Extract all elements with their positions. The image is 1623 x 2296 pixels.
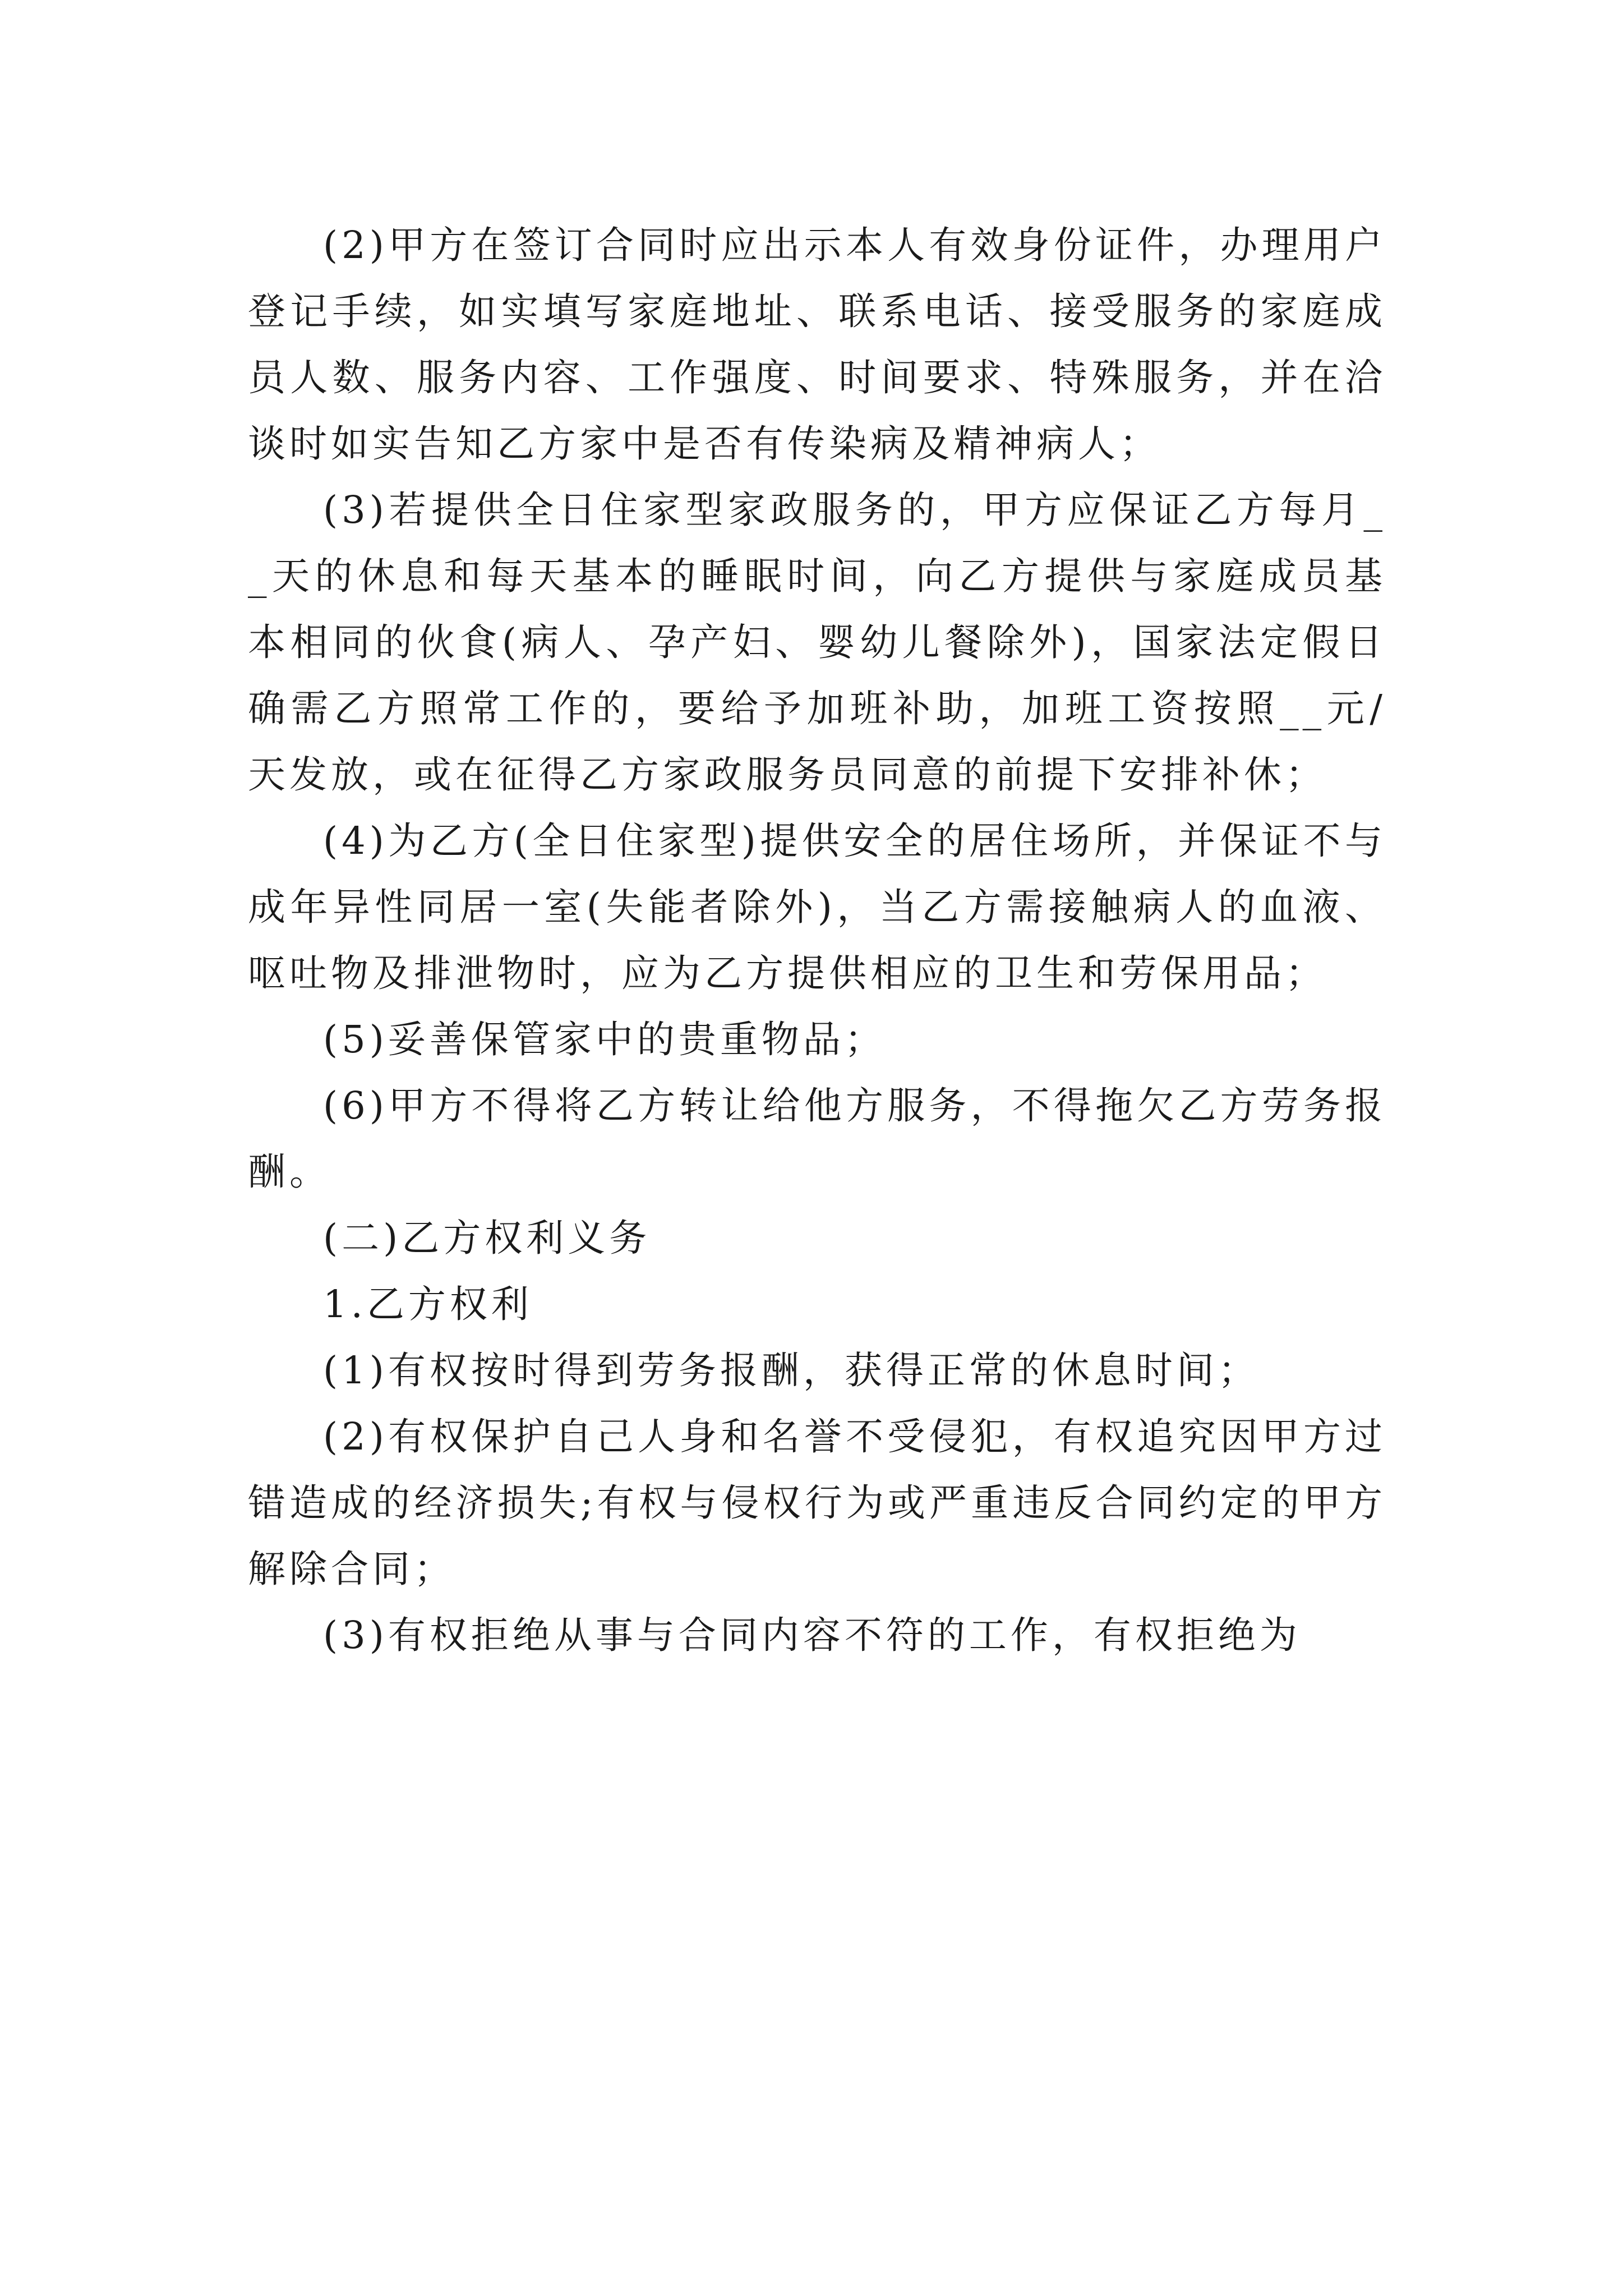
- paragraph-party-a-duty-6: (6)甲方不得将乙方转让给他方服务，不得拖欠乙方劳务报酬。: [248, 1084, 1386, 1194]
- subsection-heading-party-b-rights: 1.乙方权利: [323, 1282, 533, 1326]
- paragraph-party-b-right-2: (2)有权保护自己人身和名誉不受侵犯，有权追究因甲方过错造成的经济损失;有权与侵权行为或严重违反合同约定的甲方解除合同；: [248, 1415, 1386, 1591]
- paragraph-party-b-right-1: (1)有权按时得到劳务报酬，获得正常的休息时间；: [323, 1349, 1260, 1392]
- paragraph-party-a-duty-4: (4)为乙方(全日住家型)提供安全的居住场所，并保证不与成年异性同居一室(失能者除外)，当乙方需接触病人的血液、呕吐物及排泄物时，应为乙方提供相应的卫生和劳保用品；: [248, 819, 1386, 995]
- section-heading-party-b: (二)乙方权利义务: [323, 1216, 651, 1260]
- document-body: [248, 212, 1386, 1668]
- paragraph-party-a-duty-2: (2)甲方在签订合同时应出示本人有效身份证件，办理用户登记手续，如实填写家庭地址、联系电话、接受服务的家庭成员人数、服务内容、工作强度、时间要求、特殊服务，并在洽谈时如实告知乙方家中是否有传染病及精神病人；: [248, 223, 1386, 466]
- paragraph-party-a-duty-3: (3)若提供全日住家型家政服务的，甲方应保证乙方每月__天的休息和每天基本的睡眠时间，向乙方提供与家庭成员基本相同的伙食(病人、孕产妇、婴幼儿餐除外)，国家法定假日确需乙方照常工作的，要给予加班补助，加班工资按照__元/天发放，或在征得乙方家政服务员同意的前提下安排补休；: [248, 488, 1386, 797]
- paragraph-party-a-duty-5: (5)妥善保管家中的贵重物品；: [323, 1018, 886, 1061]
- paragraph-party-b-right-3: (3)有权拒绝从事与合同内容不符的工作，有权拒绝为: [323, 1613, 1301, 1657]
